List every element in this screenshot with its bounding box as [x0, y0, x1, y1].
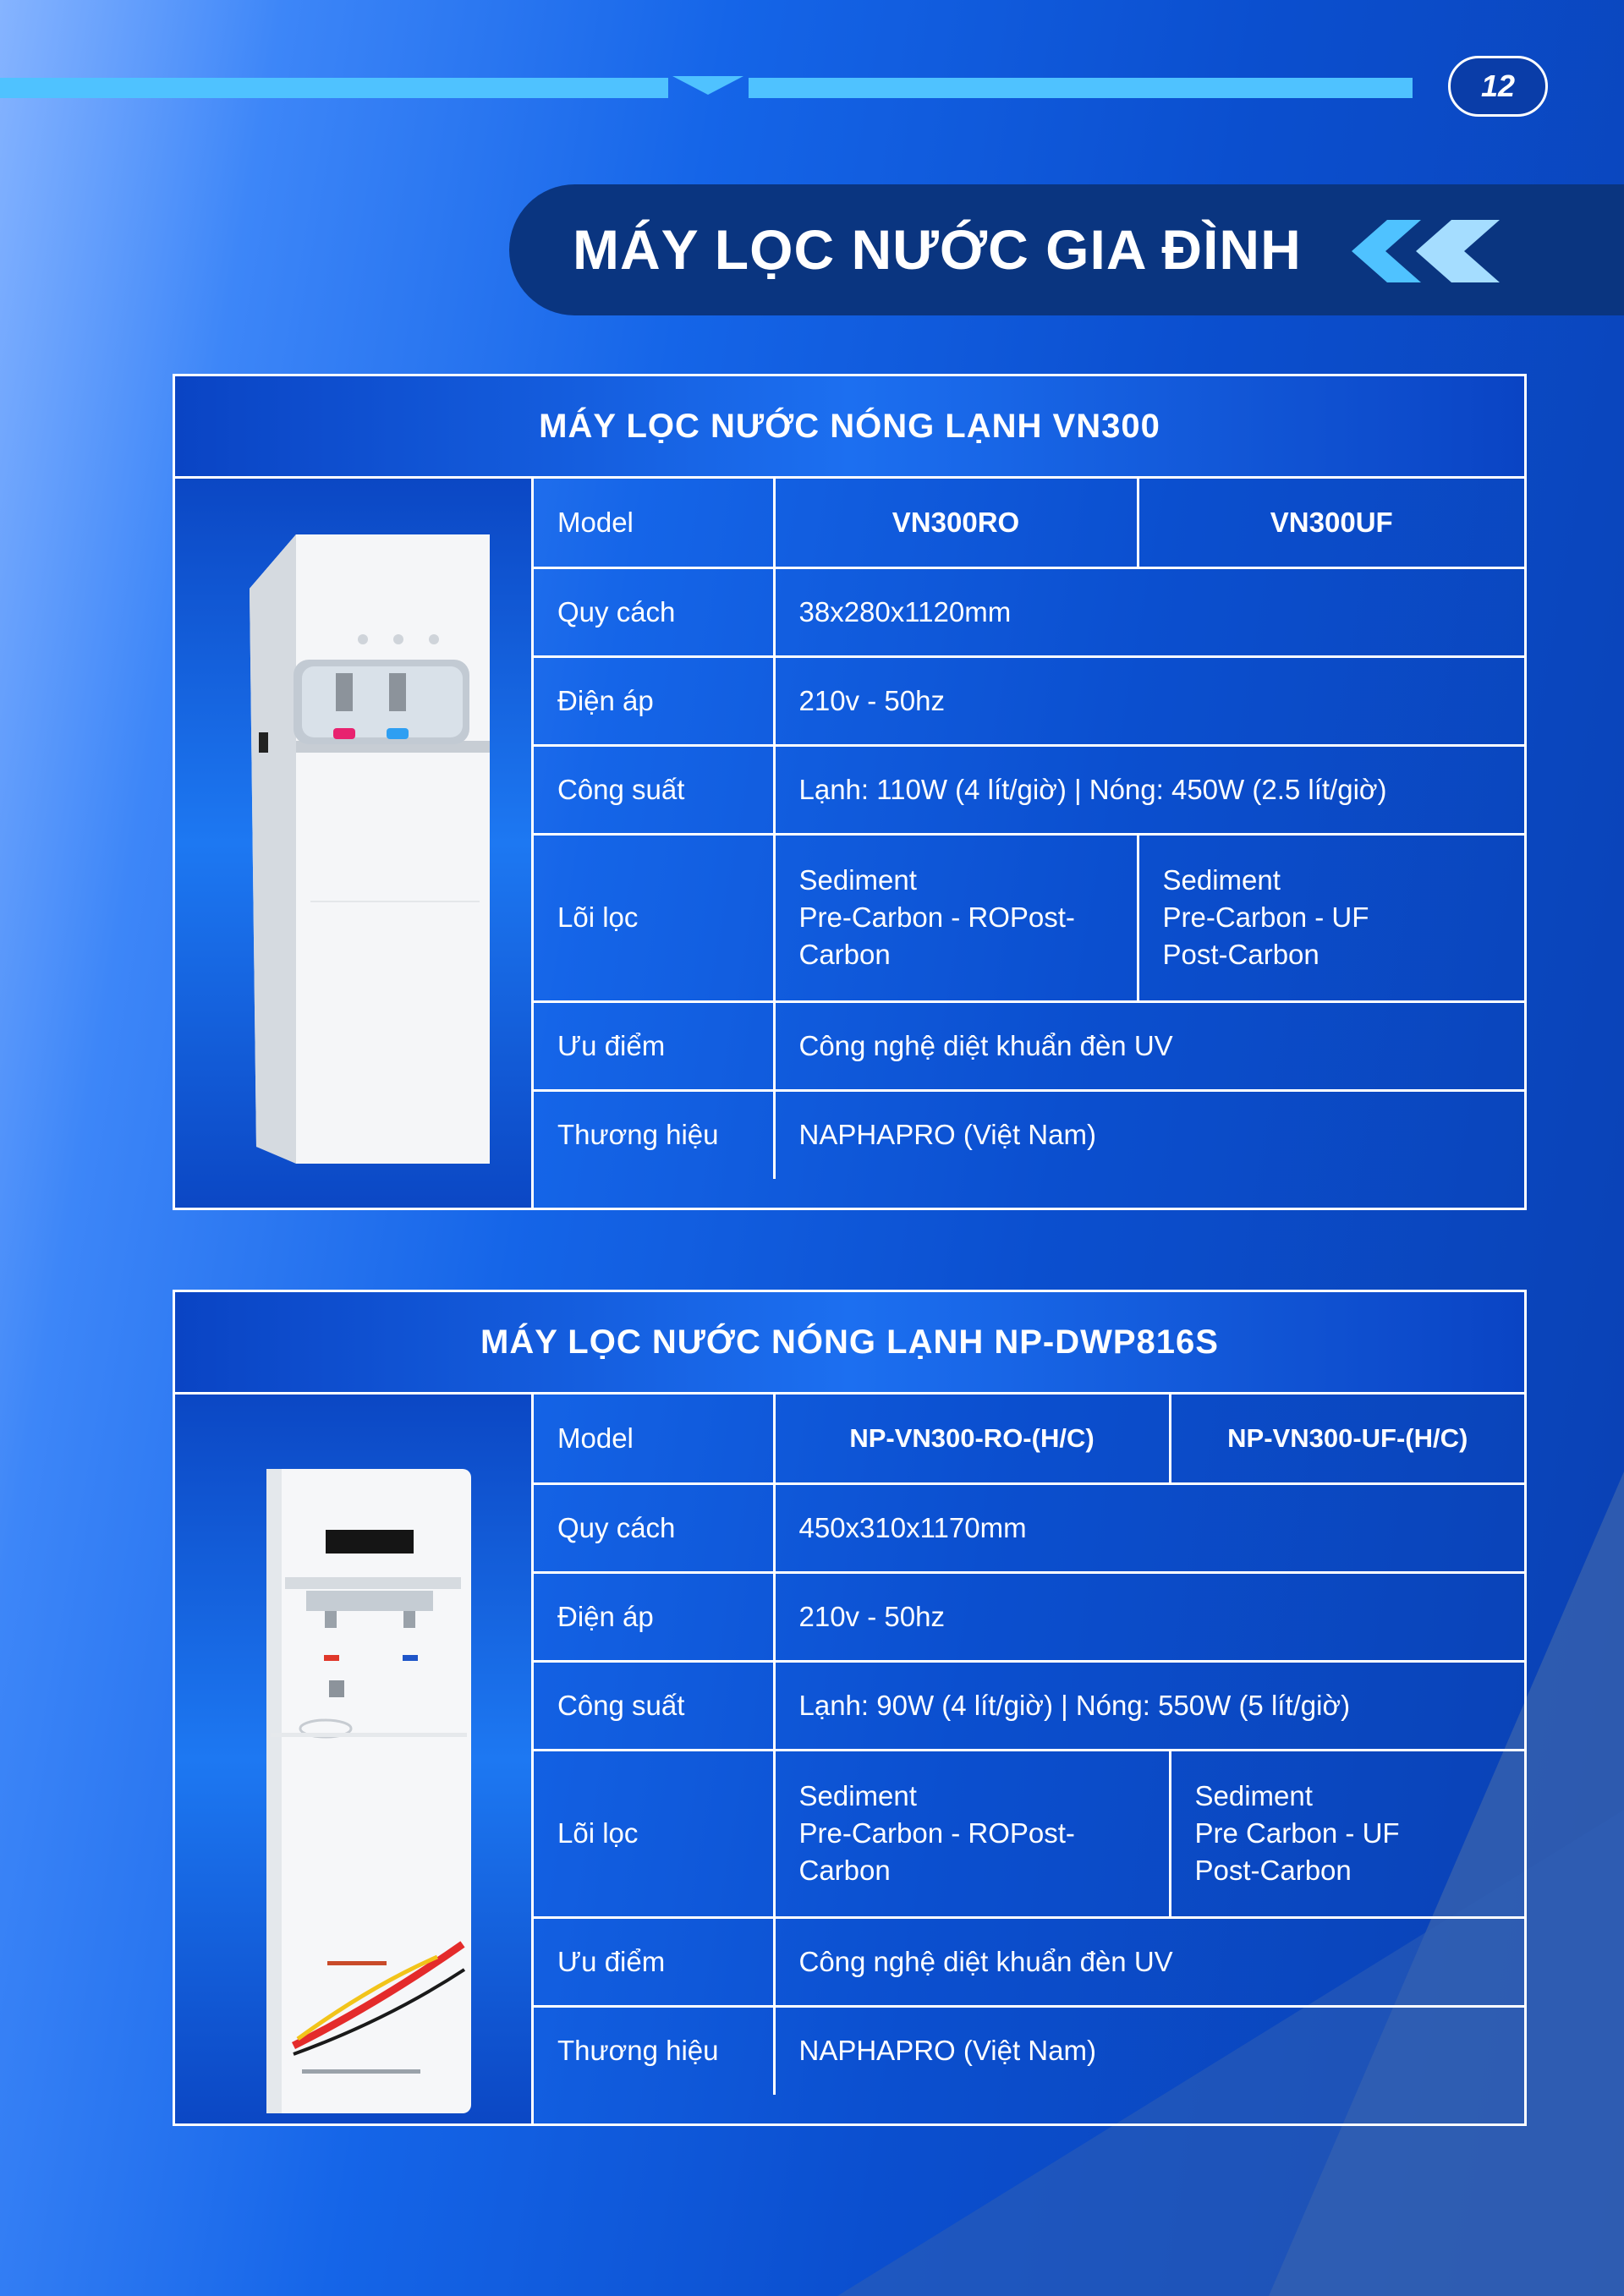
spec-value: NAPHAPRO (Việt Nam)	[774, 1090, 1524, 1179]
filter-value: Sediment Pre-Carbon - UF Post-Carbon	[1138, 834, 1524, 1001]
section-title: MÁY LỌC NƯỚC GIA ĐÌNH	[573, 218, 1302, 281]
spec-row-brand	[534, 1090, 1524, 1179]
filter-value: Sediment Pre-Carbon - ROPost- Carbon	[774, 1750, 1170, 1917]
spec-row-filter	[534, 834, 1524, 1001]
filter-value: Sediment Pre-Carbon - ROPost- Carbon	[774, 834, 1138, 1001]
water-dispenser-np-dwp816s-image	[175, 1395, 531, 2126]
product-title: MÁY LỌC NƯỚC NÓNG LẠNH VN300	[175, 376, 1524, 479]
spec-label: Lõi lọc	[534, 834, 774, 1001]
top-accent-bar	[0, 78, 668, 98]
spec-table	[534, 1395, 1524, 2095]
product-image	[175, 479, 534, 1208]
spec-label: Điện áp	[534, 1572, 774, 1661]
spec-value: 210v - 50hz	[774, 1572, 1524, 1661]
spec-table	[534, 479, 1524, 1179]
spec-value: Công nghệ diệt khuẩn đèn UV	[774, 1001, 1524, 1090]
spec-label: Model	[534, 1395, 774, 1483]
model-value: NP-VN300-UF-(H/C)	[1170, 1395, 1524, 1483]
spec-value: NAPHAPRO (Việt Nam)	[774, 2006, 1524, 2095]
model-value: NP-VN300-RO-(H/C)	[774, 1395, 1170, 1483]
spec-label: Thương hiệu	[534, 2006, 774, 2095]
spec-value: Lạnh: 90W (4 lít/giờ) | Nóng: 550W (5 lít/giờ)	[774, 1661, 1524, 1750]
spec-row-size	[534, 1483, 1524, 1572]
spec-row-voltage	[534, 656, 1524, 745]
filter-value: Sediment Pre Carbon - UF Post-Carbon	[1170, 1750, 1524, 1917]
spec-row-power	[534, 745, 1524, 834]
spec-label: Công suất	[534, 1661, 774, 1750]
spec-row-power	[534, 1661, 1524, 1750]
spec-value: Lạnh: 110W (4 lít/giờ) | Nóng: 450W (2.5 lít/giờ)	[774, 745, 1524, 834]
spec-row-advantage	[534, 1917, 1524, 2006]
spec-label: Điện áp	[534, 656, 774, 745]
double-left-chevron-icon	[1352, 220, 1500, 282]
top-accent-bar	[749, 78, 1413, 98]
spec-row-filter	[534, 1750, 1524, 1917]
spec-row-model	[534, 479, 1524, 567]
spec-label: Quy cách	[534, 567, 774, 656]
spec-row-advantage	[534, 1001, 1524, 1090]
product-title: MÁY LỌC NƯỚC NÓNG LẠNH NP-DWP816S	[175, 1292, 1524, 1395]
water-dispenser-vn300-image	[175, 479, 531, 1210]
spec-row-model	[534, 1395, 1524, 1483]
spec-label: Thương hiệu	[534, 1090, 774, 1179]
page-number: 12	[1448, 56, 1548, 117]
spec-label: Lõi lọc	[534, 1750, 774, 1917]
spec-row-brand	[534, 2006, 1524, 2095]
spec-value: Công nghệ diệt khuẩn đèn UV	[774, 1917, 1524, 2006]
spec-value: 38x280x1120mm	[774, 567, 1524, 656]
spec-value: 450x310x1170mm	[774, 1483, 1524, 1572]
spec-label: Công suất	[534, 745, 774, 834]
product-card	[173, 1290, 1527, 2126]
model-value: VN300RO	[774, 479, 1138, 567]
spec-row-voltage	[534, 1572, 1524, 1661]
spec-label: Quy cách	[534, 1483, 774, 1572]
spec-value: 210v - 50hz	[774, 656, 1524, 745]
spec-label: Ưu điểm	[534, 1001, 774, 1090]
model-value: VN300UF	[1138, 479, 1524, 567]
spec-label: Model	[534, 479, 774, 567]
top-accent-notch	[672, 76, 743, 95]
spec-label: Ưu điểm	[534, 1917, 774, 2006]
product-image	[175, 1395, 534, 2123]
product-card	[173, 374, 1527, 1210]
spec-row-size	[534, 567, 1524, 656]
